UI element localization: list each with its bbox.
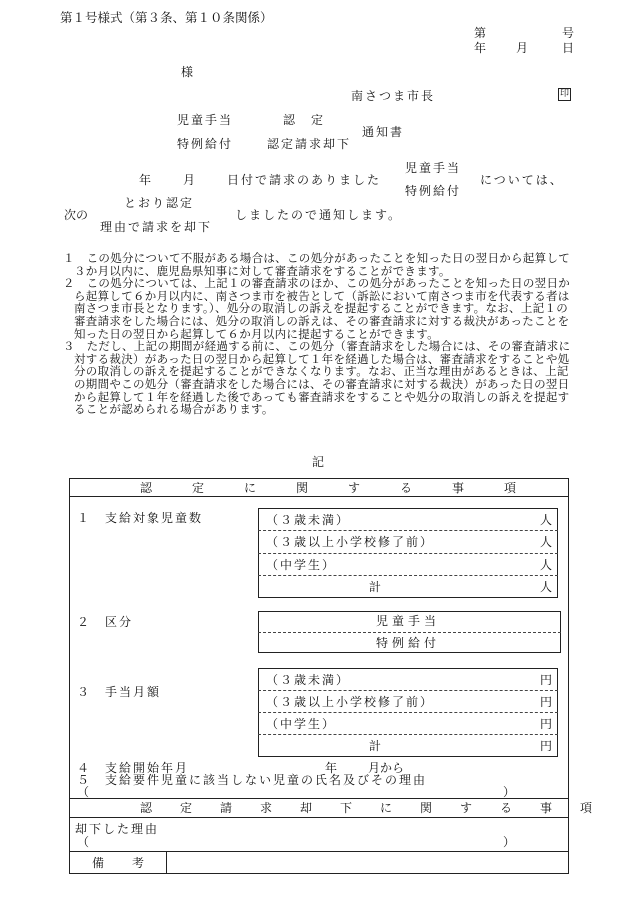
paren-close: ）	[503, 785, 516, 799]
children-row-label: （３歳未満）	[266, 513, 351, 527]
amount-row-label: （３歳以上小学校修了前）	[266, 695, 435, 709]
date-day: 日	[562, 41, 575, 55]
amount-total-unit: 円	[540, 739, 553, 753]
body-result-2: 理由で請求を却下	[100, 220, 213, 234]
rejection-label: 却下した理由	[75, 822, 160, 836]
amount-row-unit: 円	[540, 717, 553, 731]
body-result-1: とおり認定	[124, 196, 195, 210]
remarks-label: 備 考	[92, 856, 153, 870]
title-decision-2: 認定請求却下	[267, 137, 352, 151]
divider	[69, 496, 569, 497]
row-divider	[258, 690, 558, 691]
section2-header: 認 定 請 求 却 下 に 関 す る 事 項	[140, 801, 601, 815]
item2-label: ２ 区分	[77, 615, 134, 629]
title-allowance-1: 児童手当	[177, 113, 234, 127]
category-row: 児童手当	[376, 614, 441, 628]
paren-close: ）	[503, 835, 516, 849]
section1-header: 認 定 に 関 す る 事 項	[140, 481, 531, 495]
body-next: 次の	[64, 208, 89, 222]
doc-number-dai: 第	[474, 26, 487, 40]
children-row-label: （３歳以上小学校修了前）	[266, 535, 435, 549]
date-month: 月	[516, 41, 529, 55]
title-decision-1: 認 定	[283, 113, 326, 127]
row-divider	[258, 632, 561, 633]
note-item: ３ ただし、上記の期間が経過する前に、この処分（審査請求をした場合には、その審査請求に対する裁決）があった日の翌日から起算して１年を経過した場合は、審査請求をすることや処分の取消しの訴えを提起することができなくなります。なお、正当な理由があるときは、上記の期間やこの処分（審査請求をした場合には、その審査請求に対する裁決）があった日の翌日から起算して１年を経過した後であっても審査請求をすることや処分の取消しの訴えを提起することが認められる場合があります。	[63, 339, 571, 417]
body-month: 月	[183, 173, 196, 187]
issuer: 南さつま市長	[351, 89, 436, 103]
item3-label: ３ 手当月額	[77, 685, 162, 699]
seal-mark: 印	[559, 89, 569, 99]
note-item: １ この処分について不服がある場合は、この処分があったことを知った日の翌日から起算して３か月以内に、鹿児島県知事に対して審査請求をすることができます。	[63, 251, 571, 278]
amount-row-label: （３歳未満）	[266, 673, 351, 687]
body-closing: しましたので通知します。	[235, 208, 403, 222]
amount-row-unit: 円	[540, 673, 553, 687]
remarks-divider	[166, 851, 167, 874]
paren-open: （	[77, 785, 90, 799]
row-divider	[258, 575, 558, 576]
title-suffix: 通知書	[362, 125, 405, 139]
divider	[69, 798, 569, 799]
category-row: 特例給付	[376, 636, 441, 650]
ki-heading: 記	[312, 455, 325, 469]
amount-total-label: 計	[369, 739, 382, 753]
amount-row-label: （中学生）	[266, 717, 337, 731]
body-year: 年	[139, 173, 152, 187]
date-year: 年	[474, 41, 487, 55]
body-date-phrase: 日付で請求のありました	[227, 173, 382, 187]
doc-number-go: 号	[562, 26, 575, 40]
form-header: 第１号様式（第３条、第１０条関係）	[60, 10, 273, 25]
item1-label: １ 支給対象児童数	[77, 511, 204, 525]
title-allowance-2: 特例給付	[177, 137, 234, 151]
children-total-label: 計	[369, 580, 382, 594]
row-divider	[258, 553, 558, 554]
item5-label: ５ 支給要件児童に該当しない児童の氏名及びその理由	[77, 773, 428, 787]
addressee-suffix: 様	[181, 65, 194, 79]
divider	[69, 817, 569, 818]
item4-month: 月から	[368, 761, 405, 775]
children-total-unit: 人	[540, 580, 553, 594]
body-allowance-1: 児童手当	[405, 161, 462, 175]
notes	[63, 252, 577, 416]
children-row-unit: 人	[540, 535, 553, 549]
row-divider	[258, 712, 558, 713]
children-row-unit: 人	[540, 513, 553, 527]
children-row-unit: 人	[540, 558, 553, 572]
body-phrase-after: については、	[480, 173, 564, 187]
item4-year: 年	[325, 761, 338, 775]
row-divider	[258, 734, 558, 735]
amount-row-unit: 円	[540, 695, 553, 709]
children-row-label: （中学生）	[266, 558, 337, 572]
note-item: ２ この処分については、上記１の審査請求のほか、この処分があったことを知った日の翌日から起算して６か月以内に、南さつま市を被告として（訴訟において南さつま市を代表する者は南さつま市長となります。）、処分の取消しの訴えを提起することができます。なお、上記１の審査請求をした場合には、処分の取消しの訴えは、その審査請求に対する裁決があったことを知った日の翌日から起算して６か月以内に提起することができます。	[63, 276, 571, 341]
body-allowance-2: 特例給付	[405, 184, 462, 198]
row-divider	[258, 530, 558, 531]
divider	[69, 851, 569, 852]
item4-label: ４ 支給開始年月	[77, 761, 190, 775]
paren-open: （	[77, 835, 90, 849]
